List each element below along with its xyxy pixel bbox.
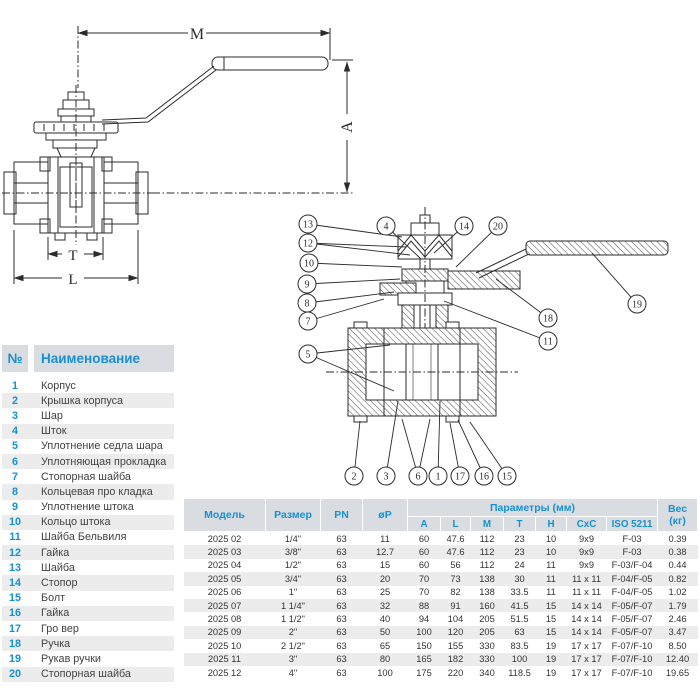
spec-cell-cxc: 14 x 14 (567, 626, 607, 639)
spec-cell-weight: 1.02 (668, 587, 687, 598)
part-name: Кольцевая про кладка (41, 485, 153, 498)
spec-table-row (184, 559, 698, 572)
parts-list-row (2, 408, 174, 423)
spec-cell-cxc: 14 x 14 (571, 614, 602, 625)
spec-cell-a: 60 (408, 545, 441, 558)
spec-cell-weight: 0.44 (668, 560, 687, 571)
spec-cell-l: 220 (447, 667, 464, 678)
spec-cell-a: 88 (408, 599, 441, 612)
callout-label: 19 (632, 299, 642, 311)
spec-cell-iso: F-05/F-07 (607, 626, 658, 639)
spec-cell-pn: 63 (321, 626, 363, 639)
spec-cell-t: 23 (514, 533, 525, 544)
callout-label: 14 (459, 221, 469, 233)
parts-list-header-name: Наименование (34, 345, 174, 372)
spec-cell-m: 138 (479, 587, 495, 598)
callout-label: 13 (303, 219, 313, 231)
spec-cell-a: 60 (418, 560, 430, 571)
part-number: 20 (8, 668, 21, 681)
parts-list-row (2, 651, 174, 666)
part-number: 10 (8, 516, 21, 529)
spec-header-iso: ISO 5211 (607, 517, 658, 532)
spec-header-m: M (471, 517, 504, 532)
spec-cell-l: 73 (441, 572, 471, 585)
spec-cell-iso: F-07/F-10 (607, 653, 658, 666)
spec-cell-size: 1/4" (284, 533, 302, 544)
spec-cell-iso: F-04/F-05 (611, 587, 653, 598)
spec-table-body (184, 532, 698, 680)
dim-label-t: T (68, 248, 78, 264)
spec-cell-size: 3/4" (266, 572, 321, 585)
spec-cell-pn: 63 (336, 640, 347, 651)
spec-cell-iso: F-07/F-10 (611, 667, 653, 678)
spec-cell-model: 2025 10 (207, 640, 242, 651)
valve-exploded-view (280, 195, 700, 495)
callout-label: 3 (383, 471, 389, 483)
part-number: 7 (11, 470, 18, 483)
spec-table-row (184, 666, 698, 679)
part-number: 5 (11, 440, 18, 453)
spec-cell-cxc: 9x9 (579, 533, 594, 544)
parts-list-row (2, 469, 174, 484)
spec-cell-m: 112 (479, 533, 495, 544)
spec-cell-model: 2025 09 (184, 626, 266, 639)
spec-cell-dp: 100 (377, 667, 393, 678)
spec-cell-weight: 19.65 (665, 667, 690, 678)
spec-cell-size: 1/2" (284, 560, 302, 571)
spec-cell-cxc: 14 x 14 (567, 599, 607, 612)
parts-list-row (2, 667, 174, 682)
spec-cell-m: 138 (471, 572, 504, 585)
spec-cell-model: 2025 11 (184, 653, 266, 666)
spec-cell-m: 160 (471, 599, 504, 612)
part-name: Гро вер (41, 622, 79, 635)
spec-cell-model: 2025 07 (184, 599, 266, 612)
spec-cell-a: 165 (408, 653, 441, 666)
part-number: 9 (11, 501, 18, 514)
spec-header-cxc: CxC (567, 517, 607, 532)
spec-cell-weight: 0.82 (658, 572, 698, 585)
parts-list-row (2, 575, 174, 590)
spec-cell-weight: 12.40 (658, 653, 698, 666)
spec-cell-dp: 20 (363, 572, 408, 585)
spec-cell-dp: 12.7 (363, 545, 408, 558)
parts-list-row (2, 500, 174, 515)
spec-cell-h: 15 (545, 614, 557, 625)
spec-cell-cxc: 17 x 17 (571, 640, 602, 651)
spec-cell-size: 3/8" (266, 545, 321, 558)
spec-cell-dp: 11 (380, 533, 390, 544)
part-number: 8 (11, 485, 18, 498)
spec-table-row (184, 653, 698, 666)
spec-table-row (184, 586, 698, 599)
callout-label: 4 (383, 221, 389, 233)
callout-label: 12 (303, 238, 313, 250)
part-name: Болт (41, 592, 66, 605)
parts-list-row (2, 621, 174, 636)
parts-list-row (2, 515, 174, 530)
spec-cell-size: 4" (288, 667, 298, 678)
valve-handle (102, 57, 328, 124)
spec-table-row (184, 599, 698, 612)
part-number: 6 (11, 455, 18, 468)
part-name: Шайба Бельвиля (41, 531, 127, 544)
spec-cell-cxc: 9x9 (567, 545, 607, 558)
part-name: Ручка (41, 637, 71, 650)
spec-cell-m: 340 (479, 667, 495, 678)
dim-label-m: M (189, 26, 205, 43)
parts-list-row (2, 424, 174, 439)
spec-cell-h: 19 (545, 667, 557, 678)
callout-label: 1 (435, 471, 441, 483)
parts-list-row (2, 454, 174, 469)
part-name: Гайка (41, 607, 70, 620)
spec-cell-dp: 40 (379, 614, 391, 625)
spec-cell-pn: 63 (336, 587, 347, 598)
spec-cell-dp: 32 (363, 599, 408, 612)
parts-list-row (2, 393, 174, 408)
spec-cell-cxc: 17 x 17 (567, 653, 607, 666)
spec-cell-m: 112 (471, 545, 504, 558)
valve-front-view (2, 85, 152, 245)
spec-cell-model: 2025 12 (207, 667, 242, 678)
callout-label: 15 (502, 471, 512, 483)
parts-list-header-num: № (2, 345, 28, 372)
spec-cell-t: 51.5 (510, 614, 529, 625)
part-number: 12 (8, 546, 21, 559)
part-number: 2 (11, 394, 18, 407)
part-number: 16 (8, 607, 21, 620)
weight-label: Вес (667, 502, 688, 515)
part-name: Шайба (41, 561, 75, 574)
callout-label: 20 (493, 221, 503, 233)
spec-table-row (184, 572, 698, 585)
spec-cell-weight: 2.46 (668, 614, 687, 625)
spec-cell-pn: 63 (321, 572, 363, 585)
part-name: Гайка (41, 546, 70, 559)
spec-table-container (183, 498, 697, 679)
part-name: Шар (41, 409, 63, 422)
spec-cell-h: 10 (545, 533, 557, 544)
spec-cell-t: 118.5 (508, 667, 531, 678)
spec-cell-model: 2025 08 (207, 614, 242, 625)
spec-cell-l: 82 (450, 587, 461, 598)
spec-cell-pn: 63 (336, 560, 347, 571)
parts-list-row (2, 636, 174, 651)
parts-list-row (2, 484, 174, 499)
spec-header-a: A (408, 517, 441, 532)
spec-cell-t: 24 (514, 560, 525, 571)
part-number: 15 (8, 592, 21, 605)
spec-cell-dp: 25 (379, 587, 391, 598)
spec-cell-pn: 63 (336, 533, 347, 544)
spec-cell-h: 19 (536, 653, 567, 666)
spec-cell-h: 11 (546, 560, 556, 571)
spec-cell-weight: 3.47 (658, 626, 698, 639)
spec-table-row (184, 532, 698, 546)
spec-cell-dp: 50 (363, 626, 408, 639)
spec-cell-a: 100 (408, 626, 441, 639)
spec-cell-t: 63 (504, 626, 536, 639)
spec-header-pn: PN (321, 499, 363, 532)
parts-list-row (2, 591, 174, 606)
spec-cell-cxc: 11 x 11 (567, 572, 607, 585)
spec-header-size: Размер (266, 499, 321, 532)
callout-label: 18 (543, 313, 553, 325)
spec-cell-dp: 65 (379, 640, 391, 651)
dimension-a (152, 60, 353, 193)
spec-cell-model: 2025 05 (184, 572, 266, 585)
parts-list-row (2, 606, 174, 621)
spec-cell-size: 2 1/2" (281, 640, 305, 651)
spec-cell-a: 60 (418, 533, 430, 544)
spec-cell-size: 1 1/4" (266, 599, 321, 612)
part-name: Стопорная шайба (41, 470, 131, 483)
spec-cell-t: 83.5 (510, 640, 529, 651)
spec-table-row (184, 626, 698, 639)
parts-list-row (2, 545, 174, 560)
spec-cell-cxc: 17 x 17 (571, 667, 602, 678)
callout-label: 6 (415, 471, 421, 483)
spec-cell-h: 11 (546, 587, 556, 598)
parts-list-header (2, 345, 174, 372)
part-name: Шток (41, 425, 67, 438)
dim-label-a: A (339, 121, 356, 133)
spec-cell-cxc: 9x9 (579, 560, 594, 571)
spec-cell-l: 91 (441, 599, 471, 612)
spec-header-model: Модель (184, 499, 266, 532)
spec-cell-size: 1" (288, 587, 298, 598)
spec-cell-size: 1 1/2" (281, 614, 305, 625)
spec-table (183, 498, 698, 679)
part-number: 3 (11, 409, 18, 422)
exploded-handle (448, 241, 668, 289)
spec-cell-weight: 1.79 (658, 599, 698, 612)
spec-cell-t: 33.5 (510, 587, 529, 598)
part-name: Стопор (41, 577, 78, 590)
spec-table-row (184, 612, 698, 625)
spec-cell-h: 10 (536, 545, 567, 558)
part-name: Уплотнение седла шара (41, 440, 163, 453)
part-name: Стопорная шайба (41, 668, 131, 681)
dim-label-l: L (68, 272, 78, 288)
callout-label: 7 (305, 316, 311, 328)
callout-label: 17 (455, 471, 465, 483)
spec-cell-l: 104 (447, 614, 464, 625)
spec-cell-a: 175 (416, 667, 432, 678)
callout-label: 16 (479, 471, 489, 483)
spec-cell-t: 30 (504, 572, 536, 585)
spec-cell-m: 330 (471, 653, 504, 666)
callout-label: 11 (543, 336, 553, 348)
spec-cell-size: 2" (266, 626, 321, 639)
spec-cell-pn: 63 (321, 653, 363, 666)
part-name: Уплотнение штока (41, 501, 134, 514)
spec-cell-pn: 63 (321, 545, 363, 558)
weight-unit: (кг) (669, 515, 686, 527)
spec-cell-h: 11 (536, 572, 567, 585)
spec-header-l: L (441, 517, 471, 532)
callout-label: 8 (304, 298, 310, 310)
callout-label: 5 (305, 349, 311, 361)
spec-cell-size: 3" (266, 653, 321, 666)
spec-cell-model: 2025 04 (207, 560, 242, 571)
spec-cell-l: 47.6 (441, 545, 471, 558)
spec-header-h: H (536, 517, 567, 532)
part-number: 17 (8, 622, 21, 635)
spec-cell-iso: F-05/F-07 (611, 614, 653, 625)
spec-cell-m: 205 (479, 614, 495, 625)
spec-header-t: T (504, 517, 536, 532)
callout-label: 9 (304, 279, 310, 291)
spec-cell-iso: F-03/F-04 (611, 560, 653, 571)
spec-cell-iso: F-03 (607, 545, 658, 558)
part-number: 1 (11, 379, 18, 392)
spec-cell-a: 150 (416, 640, 432, 651)
spec-cell-pn: 63 (336, 667, 347, 678)
part-name: Уплотняющая прокладка (41, 455, 167, 468)
spec-cell-h: 15 (536, 626, 567, 639)
part-number: 14 (8, 577, 21, 590)
spec-cell-m: 330 (479, 640, 495, 651)
part-name: Кольцо штока (41, 516, 111, 529)
parts-list-row (2, 560, 174, 575)
spec-cell-pn: 63 (336, 614, 347, 625)
part-name: Корпус (41, 379, 76, 392)
spec-cell-l: 120 (441, 626, 471, 639)
spec-cell-h: 15 (536, 599, 567, 612)
callout-label: 10 (304, 258, 314, 270)
spec-cell-model: 2025 03 (184, 545, 266, 558)
parts-list-row (2, 439, 174, 454)
callout-label: 2 (351, 471, 357, 483)
spec-cell-a: 70 (418, 587, 430, 598)
spec-header-weight (658, 499, 698, 532)
spec-table-row (184, 545, 698, 558)
spec-cell-l: 182 (441, 653, 471, 666)
spec-header-params-group: Параметры (мм) (408, 499, 658, 517)
spec-cell-iso: F-03 (622, 533, 642, 544)
spec-cell-model: 2025 02 (207, 533, 242, 544)
parts-list-body (2, 378, 174, 682)
part-name: Крышка корпуса (41, 394, 124, 407)
part-number: 4 (11, 425, 18, 438)
spec-cell-weight: 0.39 (668, 533, 687, 544)
spec-cell-l: 56 (450, 560, 461, 571)
spec-cell-t: 23 (504, 545, 536, 558)
spec-cell-l: 155 (447, 640, 464, 651)
parts-list-row (2, 530, 174, 545)
spec-cell-iso: F-07/F-10 (611, 640, 653, 651)
spec-cell-pn: 63 (321, 599, 363, 612)
spec-cell-dp: 80 (363, 653, 408, 666)
spec-header-dp: øP (363, 499, 408, 532)
part-number: 19 (8, 652, 21, 665)
spec-cell-weight: 0.38 (658, 545, 698, 558)
spec-cell-weight: 8.50 (668, 640, 687, 651)
part-number: 18 (8, 637, 21, 650)
spec-cell-dp: 15 (379, 560, 391, 571)
spec-cell-a: 94 (418, 614, 430, 625)
spec-cell-m: 112 (479, 560, 495, 571)
spec-cell-model: 2025 06 (207, 587, 242, 598)
spec-cell-a: 70 (408, 572, 441, 585)
spec-cell-iso: F-04/F-05 (607, 572, 658, 585)
spec-cell-m: 205 (471, 626, 504, 639)
parts-list-row (2, 378, 174, 393)
spec-cell-iso: F-05/F-07 (607, 599, 658, 612)
part-name: Рукав ручки (41, 652, 101, 665)
spec-table-row (184, 639, 698, 652)
spec-cell-t: 100 (504, 653, 536, 666)
spec-cell-h: 19 (545, 640, 557, 651)
spec-cell-t: 41.5 (504, 599, 536, 612)
parts-list (2, 345, 174, 682)
spec-cell-l: 47.6 (446, 533, 465, 544)
part-number: 13 (8, 561, 21, 574)
exploded-valve-body (326, 322, 518, 422)
spec-cell-cxc: 11 x 11 (571, 587, 602, 598)
part-number: 11 (9, 531, 21, 544)
